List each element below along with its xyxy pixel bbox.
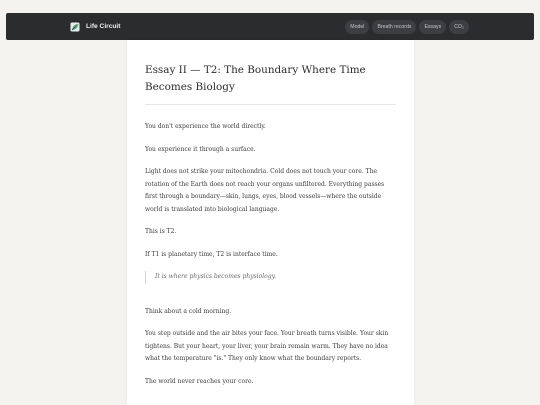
article-title: Essay II — T2: The Boundary Where Time Becomes Biology [145, 62, 396, 105]
paragraph: You step outside and the air bites your face. Your breath turns visible. Your skin tightens. But your heart, your liver, your brain remain warm. They have no idea what the temperature "is." They only know what the boundary reports. [145, 330, 389, 362]
article-body [145, 121, 396, 388]
paragraph: Light does not strike your mitochondria. Cold does not touch your core. The rotation of the Earth does not reach your organs unfiltered. Everything passes first through a boundary—skin, lungs, eyes, blood vessels—where the outside world is translated into biological language. [145, 168, 385, 213]
nav-essays[interactable]: Essays [419, 20, 446, 34]
article-card [127, 40, 414, 405]
paragraph: If T1 is planetary time, T2 is interface time. [145, 250, 278, 258]
brand-name: Life Circuit [86, 23, 121, 30]
main-nav [345, 20, 469, 34]
paragraph: You don't experience the world directly. [145, 123, 266, 130]
paragraph: Think about a cold morning. [145, 307, 232, 315]
nav-co2[interactable]: CO₂ [449, 20, 469, 34]
nav-model[interactable]: Model [345, 20, 369, 34]
paragraph: The world never reaches your core. [145, 377, 254, 385]
leaf-logo-icon [70, 22, 80, 32]
top-navigation-bar [6, 13, 534, 40]
brand[interactable] [70, 22, 120, 32]
pull-quote: It is where physics becomes physiology. [145, 271, 396, 284]
paragraph: This is T2. [145, 228, 177, 235]
nav-breath-records[interactable]: Breath records [372, 20, 416, 34]
paragraph: You experience it through a surface. [145, 145, 256, 153]
